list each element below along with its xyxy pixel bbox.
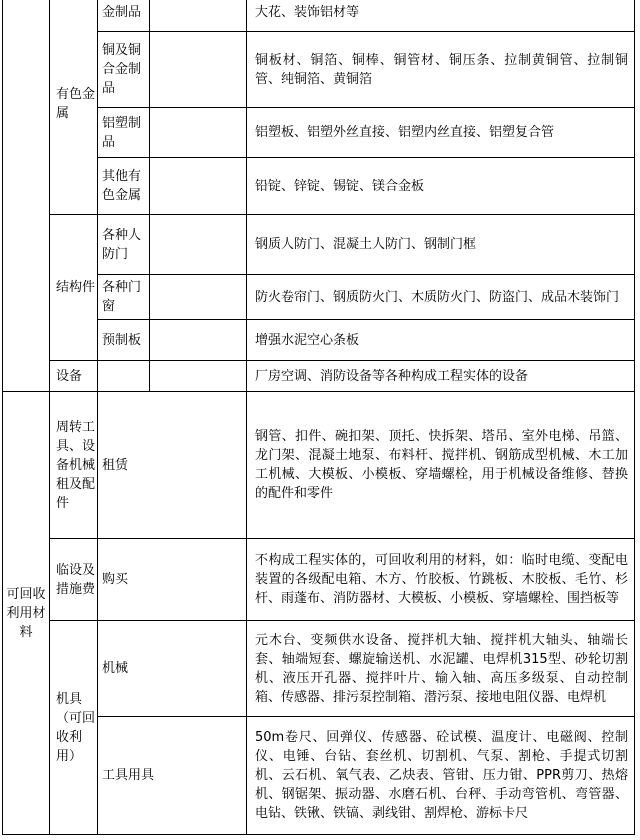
description-cell: 大花、装饰铝材等 bbox=[247, 0, 635, 32]
empty-cell bbox=[150, 158, 247, 215]
description-cell: 厂房空调、消防设备等各种构成工程实体的设备 bbox=[247, 361, 635, 392]
table-row bbox=[3, 320, 635, 361]
group-cell: 周转工具、设备机械租及配件 bbox=[50, 392, 98, 539]
description-cell: 铝塑板、铝塑外丝直接、铝塑内丝直接、铝塑复合管 bbox=[247, 108, 635, 158]
subgroup-cell: 租赁 bbox=[98, 392, 247, 539]
description-cell: 不构成工程实体的，可回收利用的材料，如：临时电缆、变配电装置的各级配电箱、木方、竹胶板、竹跳板、木胶板、毛竹、杉杆、雨蓬布、消防器材、大模板、小模板、穿墙螺栓、围挡板等 bbox=[247, 539, 635, 621]
empty-cell bbox=[150, 108, 247, 158]
empty-cell bbox=[150, 275, 247, 320]
description-cell: 增强水泥空心条板 bbox=[247, 320, 635, 361]
description-cell: 50m卷尺、回弹仪、传感器、砼试模、温度计、电磁阀、控制仪、电锤、台钻、套丝机、切割机、气泵、割枪、手提式切割机、云石机、氧气表、乙炔表、管钳、压力钳、PPR剪刀、热熔机、钢锯架、振动器、水磨石机、台秤、手动弯管机、弯管器、电钻、铁锹、铁镐、剥线钳、割焊枪、游标卡尺 bbox=[247, 717, 635, 835]
subgroup-cell: 其他有色金属 bbox=[98, 158, 150, 215]
empty-cell bbox=[150, 361, 247, 392]
table-row bbox=[3, 275, 635, 320]
category-cell-blank bbox=[3, 0, 50, 392]
subgroup-cell: 工具用具 bbox=[98, 717, 247, 835]
table-row bbox=[3, 717, 635, 835]
subgroup-cell: 各种人防门 bbox=[98, 215, 150, 275]
subgroup-cell: 铜及铜合金制品 bbox=[98, 32, 150, 108]
materials-table bbox=[2, 0, 635, 835]
subgroup-cell: 铝塑制品 bbox=[98, 108, 150, 158]
description-cell: 钢管、扣件、碗扣架、顶托、快拆架、塔吊、室外电梯、吊篮、龙门架、混凝土地泵、布料杆、搅拌机、钢筋成型机械、木工加工机械、大模板、小模板、穿墙螺栓，用于机械设备维修、替换的配件和零件 bbox=[247, 392, 635, 539]
description-cell: 铜板材、铜箔、铜棒、铜管材、铜压条、拉制黄铜管、拉制铜管、纯铜箔、黄铜箔 bbox=[247, 32, 635, 108]
empty-cell bbox=[150, 32, 247, 108]
empty-cell bbox=[150, 215, 247, 275]
subgroup-cell: 金制品 bbox=[98, 0, 150, 32]
table-row bbox=[3, 392, 635, 539]
table-row bbox=[3, 32, 635, 108]
subgroup-cell: 机械 bbox=[98, 621, 247, 717]
subgroup-cell: 购买 bbox=[98, 539, 247, 621]
group-cell: 临设及措施费 bbox=[50, 539, 98, 621]
description-cell: 防火卷帘门、钢质防火门、木质防火门、防盗门、成品木装饰门 bbox=[247, 275, 635, 320]
table-row bbox=[3, 0, 635, 32]
group-cell: 有色金属 bbox=[50, 0, 98, 215]
group-cell: 机具（可回收利用） bbox=[50, 621, 98, 835]
table-row bbox=[3, 621, 635, 717]
description-cell: 钢质人防门、混凝土人防门、钢制门框 bbox=[247, 215, 635, 275]
empty-cell bbox=[150, 320, 247, 361]
subgroup-cell: 预制板 bbox=[98, 320, 150, 361]
description-cell: 铅锭、锌锭、锡锭、镁合金板 bbox=[247, 158, 635, 215]
table-row bbox=[3, 539, 635, 621]
category-cell: 可回收利用材料 bbox=[3, 392, 50, 835]
subgroup-cell: 各种门窗 bbox=[98, 275, 150, 320]
table-row bbox=[3, 108, 635, 158]
group-cell: 结构件 bbox=[50, 215, 98, 361]
table-row bbox=[3, 215, 635, 275]
group-cell: 设备 bbox=[50, 361, 98, 392]
table-row bbox=[3, 361, 635, 392]
table-row bbox=[3, 158, 635, 215]
empty-cell bbox=[150, 0, 247, 32]
description-cell: 元木台、变频供水设备、搅拌机大轴、搅拌机大轴头、轴端长套、轴端短套、螺旋输送机、水泥罐、电焊机315型、砂轮切割机、液压开孔器、搅拌叶片、输入轴、高压多级泵、自动控制箱、传感器、排污泵控制箱、潜污泵、接地电阻仪器、电焊机 bbox=[247, 621, 635, 717]
subgroup-cell bbox=[98, 361, 150, 392]
